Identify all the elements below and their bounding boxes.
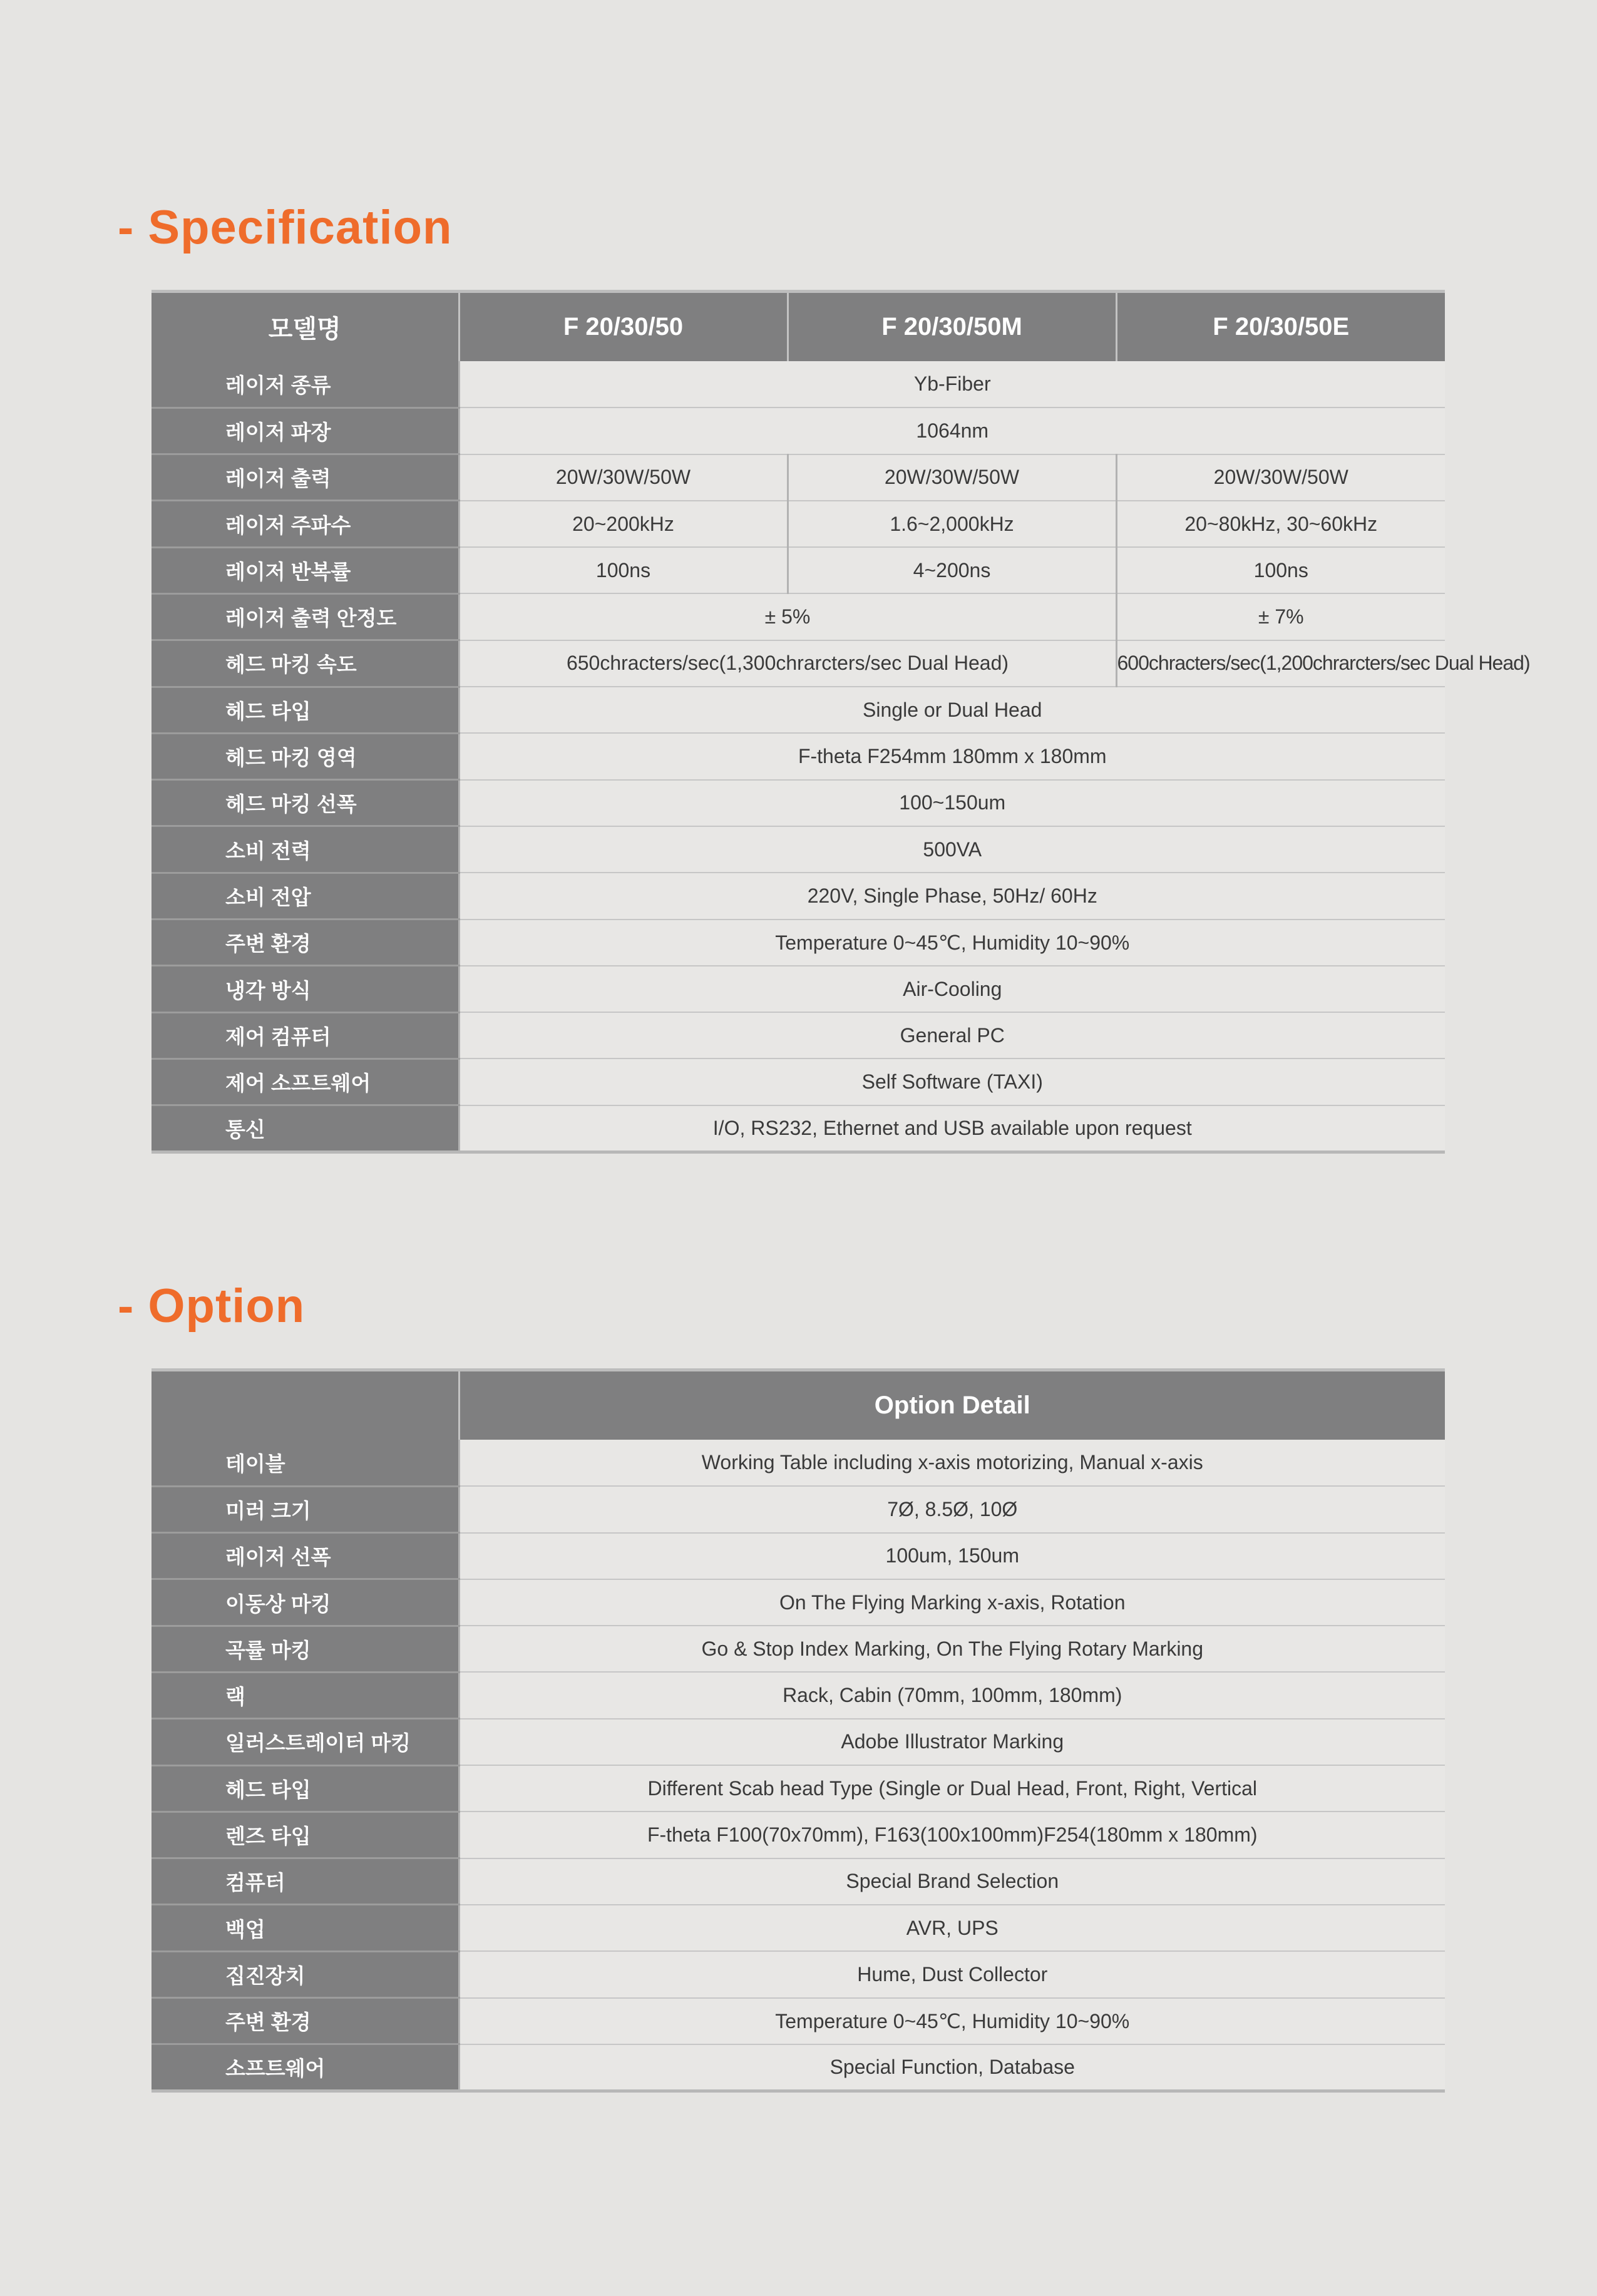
spec-row-label: 헤드 마킹 영역 xyxy=(151,733,459,779)
option-row-label: 렌즈 타입 xyxy=(151,1812,459,1858)
spec-row-label: 통신 xyxy=(151,1105,459,1152)
table-row xyxy=(151,920,1445,966)
specification-title: - Specification xyxy=(118,201,453,254)
table-row xyxy=(151,733,1445,779)
spec-row-value: 100ns xyxy=(1116,547,1445,593)
table-row xyxy=(151,1765,1445,1812)
option-row-label: 집진장치 xyxy=(151,1951,459,1997)
option-row-label: 테이블 xyxy=(151,1440,459,1486)
option-row-value: Adobe Illustrator Marking xyxy=(459,1719,1445,1765)
option-row-value: Go & Stop Index Marking, On The Flying Rotary Marking xyxy=(459,1626,1445,1672)
table-row xyxy=(151,1486,1445,1532)
spec-row-value: 4~200ns xyxy=(788,547,1116,593)
header-model-name: 모델명 xyxy=(151,292,459,362)
spec-row-label: 레이저 반복률 xyxy=(151,547,459,593)
option-row-value: Temperature 0~45℃, Humidity 10~90% xyxy=(459,1998,1445,2044)
spec-row-value: F-theta F254mm 180mm x 180mm xyxy=(459,733,1445,779)
option-row-label: 레이저 선폭 xyxy=(151,1533,459,1579)
spec-row-value: 1.6~2,000kHz xyxy=(788,501,1116,547)
option-row-label: 랙 xyxy=(151,1672,459,1718)
option-header-detail: Option Detail xyxy=(459,1370,1445,1440)
spec-row-value: Temperature 0~45℃, Humidity 10~90% xyxy=(459,920,1445,966)
table-row xyxy=(151,1672,1445,1718)
option-row-label: 헤드 타입 xyxy=(151,1765,459,1812)
option-row-value: Hume, Dust Collector xyxy=(459,1951,1445,1997)
header-model-fe: F 20/30/50E xyxy=(1116,292,1445,362)
table-row xyxy=(151,2044,1445,2091)
spec-row-value: 20~80kHz, 30~60kHz xyxy=(1116,501,1445,547)
spec-row-label: 레이저 출력 안정도 xyxy=(151,593,459,640)
spec-row-value: Single or Dual Head xyxy=(459,687,1445,733)
specification-table xyxy=(151,290,1530,1154)
spec-row-value: 1064nm xyxy=(459,407,1445,454)
spec-row-label: 헤드 마킹 속도 xyxy=(151,640,459,687)
table-row xyxy=(151,501,1445,547)
spec-row-label: 주변 환경 xyxy=(151,920,459,966)
option-row-value: Different Scab head Type (Single or Dual Head, Front, Right, Vertical xyxy=(459,1765,1445,1812)
option-header-blank xyxy=(151,1370,459,1440)
table-row xyxy=(151,1905,1445,1951)
table-row xyxy=(151,687,1445,733)
spec-row-label: 제어 컴퓨터 xyxy=(151,1012,459,1058)
option-row-label: 백업 xyxy=(151,1905,459,1951)
spec-row-value: 100ns xyxy=(459,547,788,593)
spec-row-label: 레이저 출력 xyxy=(151,454,459,501)
option-row-label: 주변 환경 xyxy=(151,1998,459,2044)
spec-row-value: 20~200kHz xyxy=(459,501,788,547)
table-row xyxy=(151,966,1445,1012)
spec-row-value: 20W/30W/50W xyxy=(788,454,1116,501)
table-row xyxy=(151,407,1445,454)
table-row xyxy=(151,547,1445,593)
option-row-value: 100um, 150um xyxy=(459,1533,1445,1579)
table-row xyxy=(151,1012,1445,1058)
table-row xyxy=(151,1858,1445,1905)
option-row-label: 컴퓨터 xyxy=(151,1858,459,1905)
table-row xyxy=(151,1812,1445,1858)
specification-header-row xyxy=(151,292,1445,362)
table-row xyxy=(151,826,1445,873)
spec-row-value: I/O, RS232, Ethernet and USB available upon request xyxy=(459,1105,1445,1152)
spec-row-value: Air-Cooling xyxy=(459,966,1445,1012)
header-model-f: F 20/30/50 xyxy=(459,292,788,362)
table-row xyxy=(151,1058,1445,1105)
option-table xyxy=(151,1368,1445,2093)
spec-row-value: ± 7% xyxy=(1116,593,1445,640)
header-model-fm: F 20/30/50M xyxy=(788,292,1116,362)
table-row xyxy=(151,780,1445,826)
option-header-row xyxy=(151,1370,1445,1440)
option-row-label: 이동상 마킹 xyxy=(151,1579,459,1626)
spec-row-label: 헤드 마킹 선폭 xyxy=(151,780,459,826)
spec-row-label: 제어 소프트웨어 xyxy=(151,1058,459,1105)
option-row-value: F-theta F100(70x70mm), F163(100x100mm)F254(180mm x 180mm) xyxy=(459,1812,1445,1858)
table-row xyxy=(151,1998,1445,2044)
spec-row-label: 레이저 파장 xyxy=(151,407,459,454)
option-row-value: Special Function, Database xyxy=(459,2044,1445,2091)
table-row xyxy=(151,873,1445,919)
option-row-label: 곡률 마킹 xyxy=(151,1626,459,1672)
table-row xyxy=(151,1105,1445,1152)
table-row xyxy=(151,1440,1445,1486)
option-row-label: 소프트웨어 xyxy=(151,2044,459,2091)
spec-row-label: 냉각 방식 xyxy=(151,966,459,1012)
option-row-label: 일러스트레이터 마킹 xyxy=(151,1719,459,1765)
option-row-value: On The Flying Marking x-axis, Rotation xyxy=(459,1579,1445,1626)
spec-row-value: 650chracters/sec(1,300chrarcters/sec Dual Head) xyxy=(459,640,1116,687)
option-row-value: 7Ø, 8.5Ø, 10Ø xyxy=(459,1486,1445,1532)
table-row xyxy=(151,1626,1445,1672)
option-row-value: Rack, Cabin (70mm, 100mm, 180mm) xyxy=(459,1672,1445,1718)
spec-row-value: General PC xyxy=(459,1012,1445,1058)
option-row-label: 미러 크기 xyxy=(151,1486,459,1532)
option-row-value: Special Brand Selection xyxy=(459,1858,1445,1905)
spec-row-label: 레이저 주파수 xyxy=(151,501,459,547)
table-row xyxy=(151,1533,1445,1579)
spec-row-value: ± 5% xyxy=(459,593,1116,640)
table-row xyxy=(151,1951,1445,1997)
table-row xyxy=(151,1579,1445,1626)
spec-row-value: 20W/30W/50W xyxy=(459,454,788,501)
spec-row-value: 500VA xyxy=(459,826,1445,873)
spec-row-label: 레이저 종류 xyxy=(151,361,459,407)
table-row xyxy=(151,361,1445,407)
spec-row-label: 헤드 타입 xyxy=(151,687,459,733)
option-row-value: Working Table including x-axis motorizing, Manual x-axis xyxy=(459,1440,1445,1486)
option-row-value: AVR, UPS xyxy=(459,1905,1445,1951)
spec-row-value: Yb-Fiber xyxy=(459,361,1445,407)
option-title: - Option xyxy=(118,1279,306,1333)
spec-row-value: 220V, Single Phase, 50Hz/ 60Hz xyxy=(459,873,1445,919)
table-row xyxy=(151,640,1445,687)
spec-row-label: 소비 전압 xyxy=(151,873,459,919)
spec-row-label: 소비 전력 xyxy=(151,826,459,873)
spec-row-value: Self Software (TAXI) xyxy=(459,1058,1445,1105)
spec-row-value: 100~150um xyxy=(459,780,1445,826)
table-row xyxy=(151,593,1445,640)
table-row xyxy=(151,454,1445,501)
spec-row-value: 20W/30W/50W xyxy=(1116,454,1445,501)
table-row xyxy=(151,1719,1445,1765)
spec-row-value: 600chracters/sec(1,200chrarcters/sec Dual Head) xyxy=(1116,640,1445,687)
